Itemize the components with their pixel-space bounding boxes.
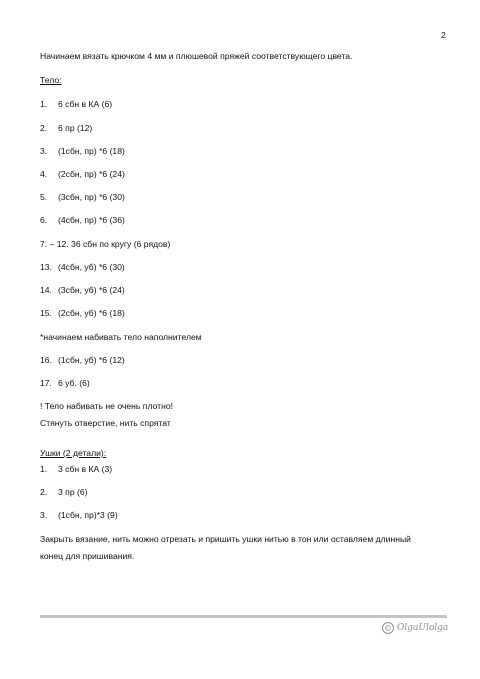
- row-text: 6 пр (12): [58, 123, 93, 133]
- row-number: 3.: [40, 510, 48, 520]
- row-text: (2сбн, пр) *6 (24): [58, 169, 125, 179]
- row-text: (2сбн, уб) *6 (18): [58, 308, 125, 318]
- watermark-signature: OlgaUlolga: [397, 623, 449, 633]
- row-number: 15.: [40, 308, 52, 318]
- row-text: (4сбн, пр) *6 (36): [58, 215, 125, 225]
- row-text: (1сбн, пр) *6 (18): [58, 146, 125, 156]
- row-text: 3 сбн в КА (3): [58, 464, 113, 474]
- row-text: (4сбн, уб) *6 (30): [58, 262, 125, 272]
- intro-text: Начинаем вязать крючком 4 мм и плюшевой пряжей соответствующего цвета.: [40, 51, 353, 61]
- row-number: 13.: [40, 262, 52, 272]
- ears-row: [40, 464, 112, 474]
- row-number: 3.: [40, 146, 48, 156]
- ears-heading: Ушки (2 детали):: [40, 448, 107, 458]
- row-number: 17.: [40, 378, 52, 388]
- body-row: [40, 146, 125, 156]
- row-number: 1.: [40, 464, 48, 474]
- row-number: 6.: [40, 215, 48, 225]
- row-number: 14.: [40, 285, 52, 295]
- row-text: 6 уб. (6): [58, 378, 90, 388]
- body-row: [40, 99, 112, 109]
- footer-rule: [40, 615, 447, 618]
- author-watermark: [382, 622, 448, 634]
- body-row: [40, 285, 125, 295]
- row-number: 16.: [40, 355, 52, 365]
- ears-row: [40, 487, 88, 497]
- finishing-text-continued: конец для пришивания.: [40, 551, 135, 561]
- row-text: (3сбн, уб) *6 (24): [58, 285, 125, 295]
- row-number: 1.: [40, 99, 48, 109]
- closing-instruction: Стянуть отверстие, нить спрятат: [40, 418, 171, 428]
- body-row: [40, 123, 92, 133]
- row-text: (1сбн, уб) *6 (12): [58, 355, 125, 365]
- row-number: 2.: [40, 123, 48, 133]
- row-number: 5.: [40, 192, 48, 202]
- row-number: 4.: [40, 169, 48, 179]
- row-text: 6 сбн в КА (6): [58, 99, 113, 109]
- row-text: (3сбн, пр) *6 (30): [58, 192, 125, 202]
- body-row: [40, 355, 125, 365]
- stuffing-warning: ! Тело набивать не очень плотно!: [40, 401, 173, 411]
- body-row: [40, 169, 125, 179]
- body-row: [40, 308, 125, 318]
- body-row: [40, 192, 125, 202]
- ears-row: [40, 510, 118, 520]
- row-number: 2.: [40, 487, 48, 497]
- copyright-icon: ©: [384, 623, 392, 633]
- body-row: [40, 262, 125, 272]
- body-heading: Тело:: [40, 75, 62, 85]
- stuffing-note: *начинаем набивать тело наполнителем: [40, 332, 202, 342]
- body-row-7-12: 7. – 12. 36 сбн по кругу (6 рядов): [40, 239, 171, 249]
- body-row: [40, 215, 125, 225]
- row-text: 3 пр (6): [58, 487, 88, 497]
- finishing-text: Закрыть вязание, нить можно отрезать и пришить ушки нитью в тон или оставляем длинный: [40, 534, 411, 544]
- row-text: (1сбн, пр)*3 (9): [58, 510, 118, 520]
- page-number: 2: [441, 30, 446, 40]
- body-row: [40, 378, 90, 388]
